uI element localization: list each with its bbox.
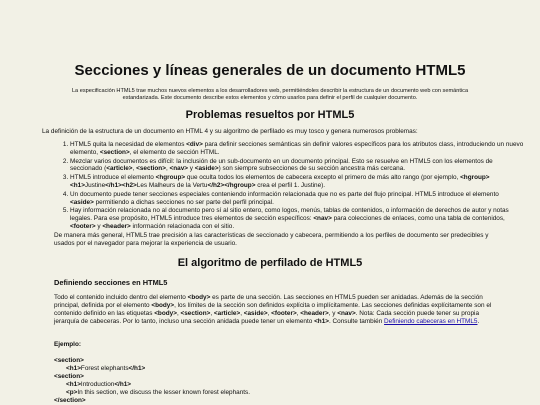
defining-headings-link[interactable]: Definiendo cabeceras en HTML5 — [384, 318, 478, 325]
defining-sections-heading: Definiendo secciones en HTML5 — [54, 278, 168, 287]
list-item: 4. Un documento puede tener secciones especiales conteniendo información relacionada que no es parte del flujo principal. HTML5 introduce el elemento <aside> permitiendo a dichas secciones no ser parte del perfil principal. — [70, 191, 524, 207]
defining-sections-paragraph: Todo el contenido incluido dentro del elemento <body> es parte de una sección. Las secciones en HTML5 pueden ser anidadas. Además de la sección principal, definida por el elemento <body>, los límites de la sección son definidos explícita o implícitamente. Las secciones definidas explícitamente son el contenido definido en las etiquetas <body>, <section>, <article>, <aside>, <footer>, <header>, y <nav>. Nota: Cada sección puede tener su propia jerarquía de cabeceras. Por lo tanto, incluso una sección anidada puede tener un elemento <h1>. Consulte también Definiendo cabeceras en HTML5. — [54, 294, 492, 325]
summary-paragraph: De manera más general, HTML5 trae precisión a las características de seccionado y cabecera, permitiendo a los perfiles de documento ser predecibles y usados por el navegador para mejorar la experiencia de usuario. — [54, 232, 489, 247]
problems-list — [42, 141, 524, 232]
problems-intro: La definición de la estructura de un documento en HTML 4 y su algoritmo de perfilado es muy tosco y genera numerosos problemas: — [42, 128, 418, 135]
algorithm-heading: El algoritmo de perfilado de HTML5 — [177, 257, 363, 269]
page-title: Secciones y líneas generales de un documento HTML5 — [74, 62, 466, 79]
list-item: 2. Mezclar varios documentos es difícil: la inclusión de un sub-documento en un documento principal. Esto se resuelve en HTML5 con los elementos de seccionado (<article>, <section>, <nav> y <aside>) son siempre subsecciones de su sección ancestra más cercana. — [70, 158, 524, 174]
example-label: Ejemplo: — [54, 341, 81, 348]
list-item: 3. HTML5 introduce el elemento <hgroup> que oculta todos los elementos de cabecera excepto el primero de más alto rango (por ejemplo, <hgroup><h1>Justine</h1><h2>Les Malheurs de la Vertu</h2></hgroup> crea el perfil 1. Justine). — [70, 174, 524, 190]
problems-heading: Problemas resueltos por HTML5 — [185, 109, 355, 121]
intro-paragraph: La especificación HTML5 trae muchos nuevos elementos a los desarrolladores web, permitiéndoles describir la estructura de un documento web con semántica estandarizada. Este documento describe estos elementos y cómo usarlos para definir el perfil de cualquier documento. — [71, 88, 469, 101]
list-item: 1. HTML5 quita la necesidad de elementos <div> para definir secciones semánticas sin definir valores específicos para los atributos class, introduciendo un nuevo elemento, <section>, el elemento de sección HTML. — [70, 141, 524, 157]
list-item: 5. Hay información relacionada no al documento pero sí al sitio entero, como logos, menús, tablas de contenidos, o información de derechos de autor y notas legales. Para ese propósito, HTML5 introduce tres elementos de sección específicos: <nav> para colecciones de enlaces, como una tabla de contenidos, <footer> y <header> información relacionada con el sitio. — [70, 207, 524, 230]
code-example: <section> <h1>Forest elephants</h1> <section> <h1>Introduction</h1> <p>In this section, we discuss the lesser known forest elephants. </section> — [54, 357, 251, 404]
